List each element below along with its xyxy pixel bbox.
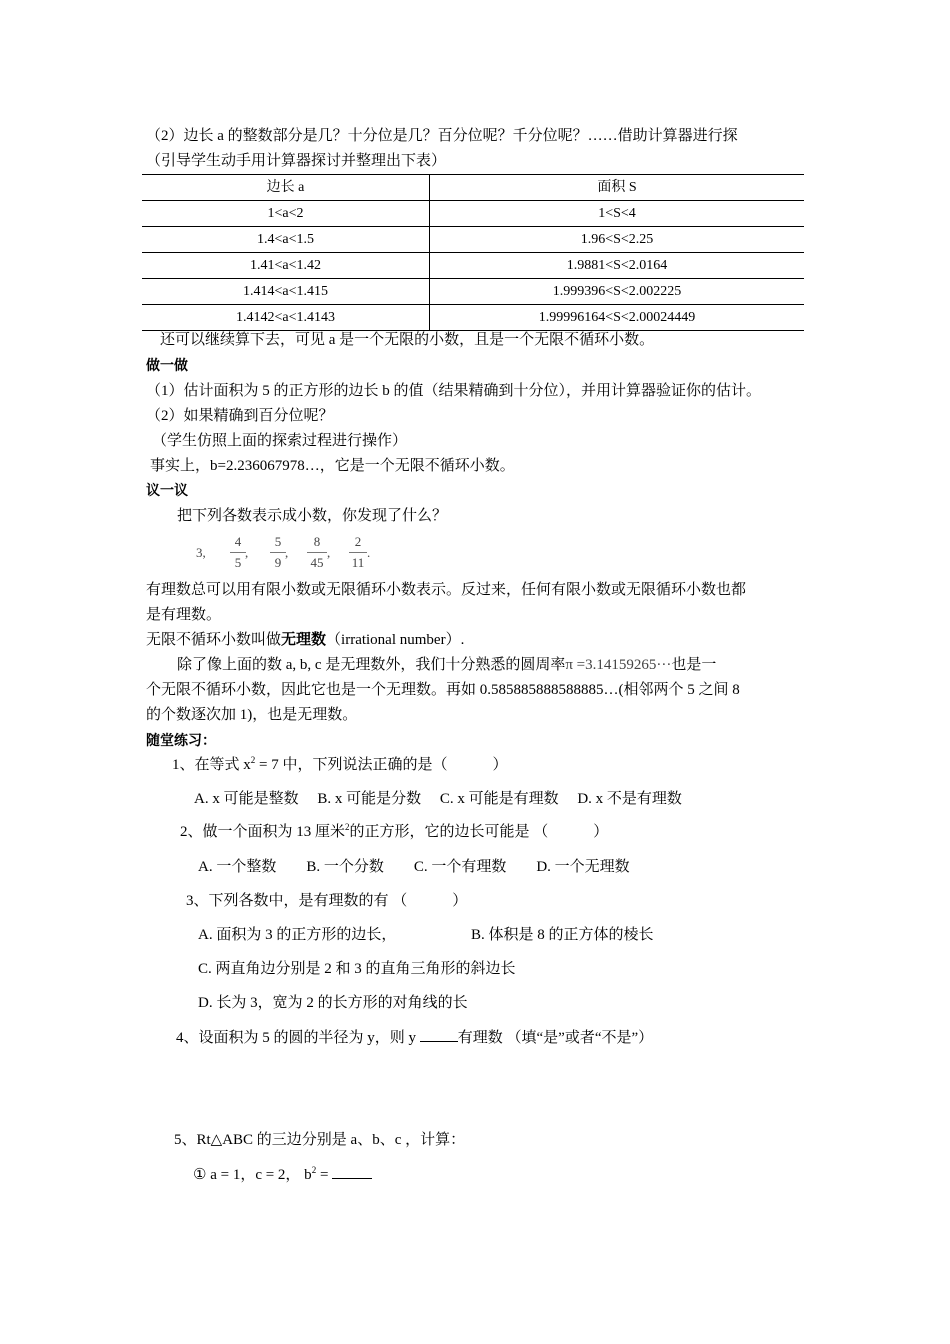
pi-paragraph-line-1 (177, 655, 716, 675)
table-cell: 1<S<4 (430, 201, 805, 227)
pi-paragraph-line-3: 的个数逐次加 1)，也是无理数。 (146, 707, 358, 723)
practice-question-2-options: A. 一个整数 B. 一个分数 C. 一个有理数 D. 一个无理数 (198, 859, 630, 875)
q4-text: 4、设面积为 5 的圆的半径为 y，则 y (176, 1030, 420, 1046)
table-cell: 1.99996164<S<2.00024449 (430, 305, 805, 331)
q1-superscript: 2 (250, 755, 256, 765)
fraction-denominator: 11 (351, 555, 365, 570)
q5-part-1-text: ① a = 1，c = 2， b (193, 1167, 312, 1183)
table-cell: 1.4<a<1.5 (142, 227, 430, 253)
zuo-fact: 事实上，b=2.236067978…，它是一个无限不循环小数。 (150, 458, 515, 474)
q4-text-end: 有理数 （填“是”或者“不是”） (457, 1030, 654, 1046)
fraction-2-11 (349, 534, 367, 571)
q2-superscript: 2 (345, 822, 350, 832)
q1-text: 1、在等式 x (172, 757, 251, 773)
table-header-area: 面积 S (430, 175, 805, 201)
table-row (142, 227, 804, 253)
practice-question-2 (180, 822, 608, 842)
fraction-numerator: 2 (354, 534, 362, 549)
section-heading-practice: 随堂练习： (146, 733, 216, 749)
fraction-bar (230, 552, 246, 553)
q3-option-a: A. 面积为 3 的正方形的边长， (198, 927, 397, 943)
practice-question-4 (176, 1027, 653, 1048)
table-row (142, 201, 804, 227)
practice-question-1-options: A. x 可能是整数 B. x 可能是分数 C. x 可能是有理数 D. x 不是有理数 (194, 791, 682, 807)
definition-suffix: （irrational number）. (326, 632, 465, 648)
fraction-bar (307, 552, 327, 553)
table-cell: 1<a<2 (142, 201, 430, 227)
table-row (142, 305, 804, 331)
rational-paragraph-line-2: 是有理数。 (146, 607, 222, 623)
rational-paragraph-line-1: 有理数总可以用有限小数或无限循环小数表示。反过来，任何有限小数或无限循环小数也都 (146, 582, 747, 598)
fraction-denominator: 45 (310, 555, 324, 570)
fraction-denominator: 5 (234, 555, 242, 570)
side-area-table (142, 174, 804, 331)
yi-prompt: 把下列各数表示成小数，你发现了什么？ (177, 508, 448, 524)
after-table-text: 还可以继续算下去，可见 a 是一个无限的小数，且是一个无限不循环小数。 (160, 332, 655, 348)
definition-prefix: 无限不循环小数叫做 (146, 632, 282, 648)
q3-option-b: B. 体积是 8 的正方体的棱长 (471, 927, 654, 943)
zuo-note: （学生仿照上面的探索过程进行操作） (152, 433, 408, 449)
fraction-5-9 (270, 534, 289, 571)
intro-line-2: （引导学生动手用计算器探讨并整理出下表） (146, 153, 447, 169)
irrational-definition (146, 630, 464, 650)
pi-expression: π =3.14159265··· (565, 657, 672, 673)
section-heading-yi: 议一议 (146, 483, 188, 499)
practice-question-5: 5、Rt△ABC 的三边分别是 a、b、c ，计算： (174, 1132, 466, 1148)
number-three: 3, (196, 545, 206, 560)
fraction-denominator: 9 (274, 555, 282, 570)
practice-question-3: 3、下列各数中，是有理数的有 （ ） (186, 893, 468, 909)
pi-text-suffix: 也是一 (671, 657, 717, 673)
zuo-question-2: （2）如果精确到百分位呢？ (146, 408, 334, 424)
table-cell: 1.96<S<2.25 (430, 227, 805, 253)
q5-answer-blank[interactable] (332, 1164, 372, 1179)
pi-paragraph-line-2: 个无限不循环小数，因此它也是一个无理数。再如 0.585885888588885…(相邻两个 5 之间 8 (146, 682, 740, 698)
pi-text-prefix: 除了像上面的数 a, b, c 是无理数外，我们十分熟悉的圆周率 (177, 657, 566, 673)
table-cell: 1.414<a<1.415 (142, 279, 430, 305)
table-cell: 1.4142<a<1.4143 (142, 305, 430, 331)
fraction-separator: , (285, 545, 289, 560)
fraction-numerator: 5 (274, 534, 282, 549)
fraction-numerator: 4 (234, 534, 242, 549)
definition-term: 无理数 (281, 632, 327, 648)
fraction-separator: , (327, 545, 331, 560)
q2-text-end: 的正方形，它的边长可能是 （ ） (349, 824, 609, 840)
q5-superscript: 2 (311, 1165, 317, 1175)
practice-question-1 (172, 755, 507, 775)
zuo-question-1: （1）估计面积为 5 的正方形的边长 b 的值（结果精确到十分位），并用计算器验证你的估计。 (146, 383, 762, 399)
q4-answer-blank[interactable] (420, 1027, 458, 1042)
fraction-numerator: 8 (313, 534, 321, 549)
intro-line-1: （2）边长 a 的整数部分是几？十分位是几？百分位呢？千分位呢？……借助计算器进行探 (146, 128, 738, 144)
table-row (142, 279, 804, 305)
table-header-row (142, 175, 804, 201)
fraction-bar (349, 552, 367, 553)
fraction-separator: , (245, 545, 249, 560)
fraction-4-5 (230, 534, 249, 571)
q5-part-1-eq: = (316, 1167, 333, 1183)
fraction-8-45 (307, 534, 327, 571)
section-heading-zuo: 做一做 (146, 358, 188, 374)
q3-option-d: D. 长为 3，宽为 2 的长方形的对角线的长 (198, 995, 468, 1011)
q2-text: 2、做一个面积为 13 厘米 (180, 824, 346, 840)
table-cell: 1.41<a<1.42 (142, 253, 430, 279)
fraction-bar (270, 552, 286, 553)
table-cell: 1.999396<S<2.002225 (430, 279, 805, 305)
table-header-side: 边长 a (142, 175, 430, 201)
table-row (142, 253, 804, 279)
q1-text-end: = 7 中，下列说法正确的是（ ） (255, 757, 508, 773)
fraction-separator: . (367, 545, 371, 560)
q3-option-c: C. 两直角边分别是 2 和 3 的直角三角形的斜边长 (198, 961, 516, 977)
q5-part-1 (193, 1164, 372, 1185)
table-cell: 1.9881<S<2.0164 (430, 253, 805, 279)
